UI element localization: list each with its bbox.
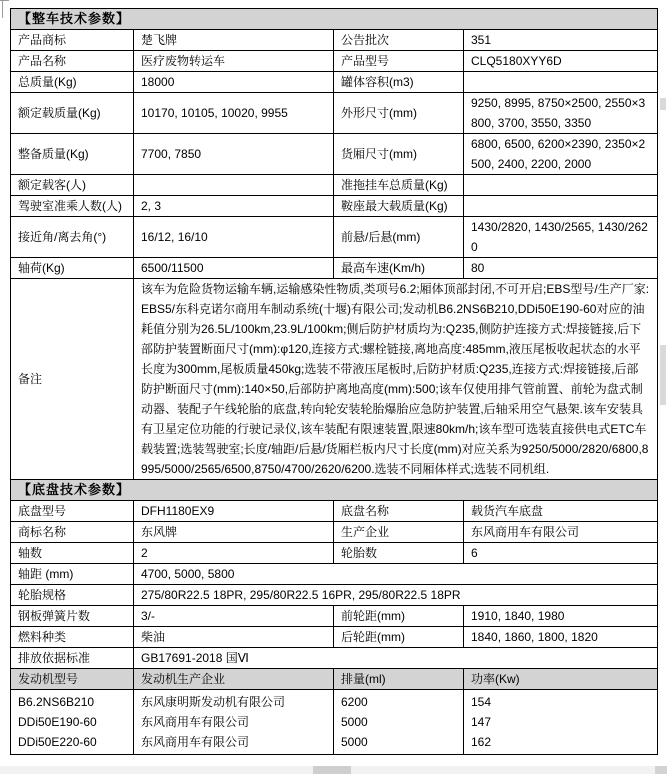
section-header-vehicle-params: [11, 9, 658, 30]
table-row: [11, 258, 658, 279]
engine-table-header-row: [11, 669, 658, 690]
param-value: 4700, 5000, 5800: [134, 564, 658, 585]
param-label: 轴数: [11, 543, 134, 564]
param-value: 2, 3: [134, 196, 334, 217]
table-row: [11, 585, 658, 606]
param-value: 1840, 1860, 1800, 1820: [464, 627, 658, 648]
param-label: 后轮距(mm): [334, 627, 464, 648]
section-title: 【底盘技术参数】: [11, 480, 658, 501]
table-row: [11, 175, 658, 196]
table-row: [11, 196, 658, 217]
param-value: DFH1180EX9: [134, 501, 334, 522]
page-frame-tick-vertical: [2, 0, 3, 18]
horizontal-scrollbar[interactable]: [0, 766, 655, 774]
param-label: 产品名称: [11, 51, 134, 72]
param-value: 6: [464, 543, 658, 564]
table-row: [11, 606, 658, 627]
param-value: 东风牌: [134, 522, 334, 543]
param-label: 轮胎数: [334, 543, 464, 564]
param-value: 9250, 8995, 8750×2500, 2550×3800, 3700, 3550, 3350: [464, 93, 658, 134]
param-label: 额定载质量(Kg): [11, 93, 134, 134]
table-row: [11, 501, 658, 522]
param-label: 外形尺寸(mm): [334, 93, 464, 134]
param-label: 商标名称: [11, 522, 134, 543]
param-value: 275/80R22.5 18PR, 295/80R22.5 16PR, 295/80R22.5 18PR: [134, 585, 658, 606]
param-label: 前悬/后悬(mm): [334, 217, 464, 258]
param-label: 燃料种类: [11, 627, 134, 648]
param-label: 整备质量(Kg): [11, 134, 134, 175]
param-label: 罐体容积(m3): [334, 72, 464, 93]
table-row: [11, 30, 658, 51]
engine-table-body: [11, 690, 658, 755]
param-value: [464, 72, 658, 93]
param-label: 轴距 (mm): [11, 564, 134, 585]
param-value: 80: [464, 258, 658, 279]
param-value: 6500/11500: [134, 258, 334, 279]
engine-column-header: 排量(ml): [334, 669, 464, 690]
engine-power: 162: [471, 735, 492, 749]
vehicle-spec-table: [10, 8, 658, 755]
remark-label: 备注: [11, 279, 134, 480]
param-value: 10170, 10105, 10020, 9955: [134, 93, 334, 134]
param-value: 载货汽车底盘: [464, 501, 658, 522]
vertical-scrollbar-thumb[interactable]: [660, 345, 666, 405]
engine-manufacturer: 东风商用车有限公司: [141, 735, 250, 749]
table-row: [11, 564, 658, 585]
engine-manufacturer-cell: [134, 690, 334, 755]
param-value: [464, 175, 658, 196]
param-label: 鞍座最大载质量(Kg): [334, 196, 464, 217]
table-row: [11, 648, 658, 669]
param-value: 1430/2820, 1430/2565, 1430/2620: [464, 217, 658, 258]
table-row: [11, 93, 658, 134]
table-row: [11, 51, 658, 72]
engine-column-header: 发动机型号: [11, 669, 134, 690]
param-label: 产品型号: [334, 51, 464, 72]
table-row: [11, 543, 658, 564]
param-value: 18000: [134, 72, 334, 93]
table-row: [11, 522, 658, 543]
param-value: [464, 196, 658, 217]
param-value: 柴油: [134, 627, 334, 648]
remark-row: [11, 279, 658, 480]
engine-power: 147: [471, 715, 492, 729]
table-row: [11, 217, 658, 258]
engine-column-header: 功率(Kw): [464, 669, 658, 690]
engine-power: 154: [471, 695, 492, 709]
param-label: 接近角/离去角(°): [11, 217, 134, 258]
engine-model: DDi50E190-60: [18, 715, 97, 729]
param-value: CLQ5180XYY6D: [464, 51, 658, 72]
engine-manufacturer: 东风康明斯发动机有限公司: [141, 695, 286, 709]
param-label: 钢板弹簧片数: [11, 606, 134, 627]
param-label: 底盘型号: [11, 501, 134, 522]
table-row: [11, 72, 658, 93]
engine-model: B6.2NS6B210: [18, 695, 95, 709]
param-label: 准拖挂车总质量(Kg): [334, 175, 464, 196]
param-value: 3/-: [134, 606, 334, 627]
param-value: GB17691-2018 国Ⅵ: [134, 648, 658, 669]
table-row: [11, 627, 658, 648]
param-label: 货厢尺寸(mm): [334, 134, 464, 175]
param-value: 楚飞牌: [134, 30, 334, 51]
param-value: 东风商用车有限公司: [464, 522, 658, 543]
engine-displacement: 5000: [341, 735, 368, 749]
param-label: 前轮距(mm): [334, 606, 464, 627]
vertical-scrollbar-fragment[interactable]: [660, 98, 666, 110]
param-label: 最高车速(Km/h): [334, 258, 464, 279]
param-value: [134, 175, 334, 196]
param-label: 排放依据标准: [11, 648, 134, 669]
param-value: 医疗废物转运车: [134, 51, 334, 72]
param-value: 351: [464, 30, 658, 51]
param-label: 公告批次: [334, 30, 464, 51]
engine-displacement: 6200: [341, 695, 368, 709]
section-header-chassis-params: [11, 480, 658, 501]
horizontal-scrollbar-thumb[interactable]: [313, 766, 351, 774]
param-value: 2: [134, 543, 334, 564]
param-value: 1910, 1840, 1980: [464, 606, 658, 627]
page-frame-tick-horizontal: [0, 0, 9, 1]
param-value: 16/12, 16/10: [134, 217, 334, 258]
param-label: 额定载客(人): [11, 175, 134, 196]
engine-model: DDi50E220-60: [18, 735, 97, 749]
param-label: 轴荷(Kg): [11, 258, 134, 279]
engine-manufacturer: 东风商用车有限公司: [141, 715, 250, 729]
param-label: 底盘名称: [334, 501, 464, 522]
scrollbar-corner: [655, 766, 667, 774]
engine-column-header: 发动机生产企业: [134, 669, 334, 690]
engine-power-cell: [464, 690, 658, 755]
param-label: 总质量(Kg): [11, 72, 134, 93]
param-label: 驾驶室准乘人数(人): [11, 196, 134, 217]
engine-model-cell: [11, 690, 134, 755]
param-label: 产品商标: [11, 30, 134, 51]
param-label: 生产企业: [334, 522, 464, 543]
section-title: 【整车技术参数】: [11, 9, 658, 30]
param-value: 7700, 7850: [134, 134, 334, 175]
table-row: [11, 134, 658, 175]
param-value: 6800, 6500, 6200×2390, 2350×2500, 2400, 2200, 2000: [464, 134, 658, 175]
engine-displacement: 5000: [341, 715, 368, 729]
param-label: 轮胎规格: [11, 585, 134, 606]
engine-displacement-cell: [334, 690, 464, 755]
remark-text: 该车为危险货物运输车辆,运输感染性物质,类项号6.2;厢体顶部封闭,不可开启;EBS型号/生产厂家:EBS5/东科克诺尔商用车制动系统(十堰)有限公司;发动机B6.2NS6B210,DDi50E190-60对应的油耗值分别为26.5L/100km,23.9L/100km;侧后防护材质均为:Q235,侧防护连接方式:焊接链接,后下部防护装置断面尺寸(mm):φ120,连接方式:螺栓链接,离地高度:485mm,液压尾板收起状态的水平长度为300mm,尾板质量450kg;选装不带液压尾板时,后防护材质:Q235,连接方式:焊接链接,后部防护断面尺寸(mm):140×50,后部防护离地高度(mm):500;该车仅使用排气管前置、前轮为盘式制动器、装配子午线轮胎的底盘,转向轮安装轮胎爆胎应急防护装置,后轴采用空气悬架.该车安装具有卫星定位功能的行驶记录仪,该车装配有限速装置,限速80km/h;该车型可选装直接供电式ETC车载装置;选装驾驶室;长度/轴距/后悬/货厢栏板内尺寸长度(mm)对应关系为9250/5000/2820/6800,8995/5000/2565/6500,8750/4700/2620/6200.选装不同厢体样式;选装不同机组.: [134, 279, 658, 480]
